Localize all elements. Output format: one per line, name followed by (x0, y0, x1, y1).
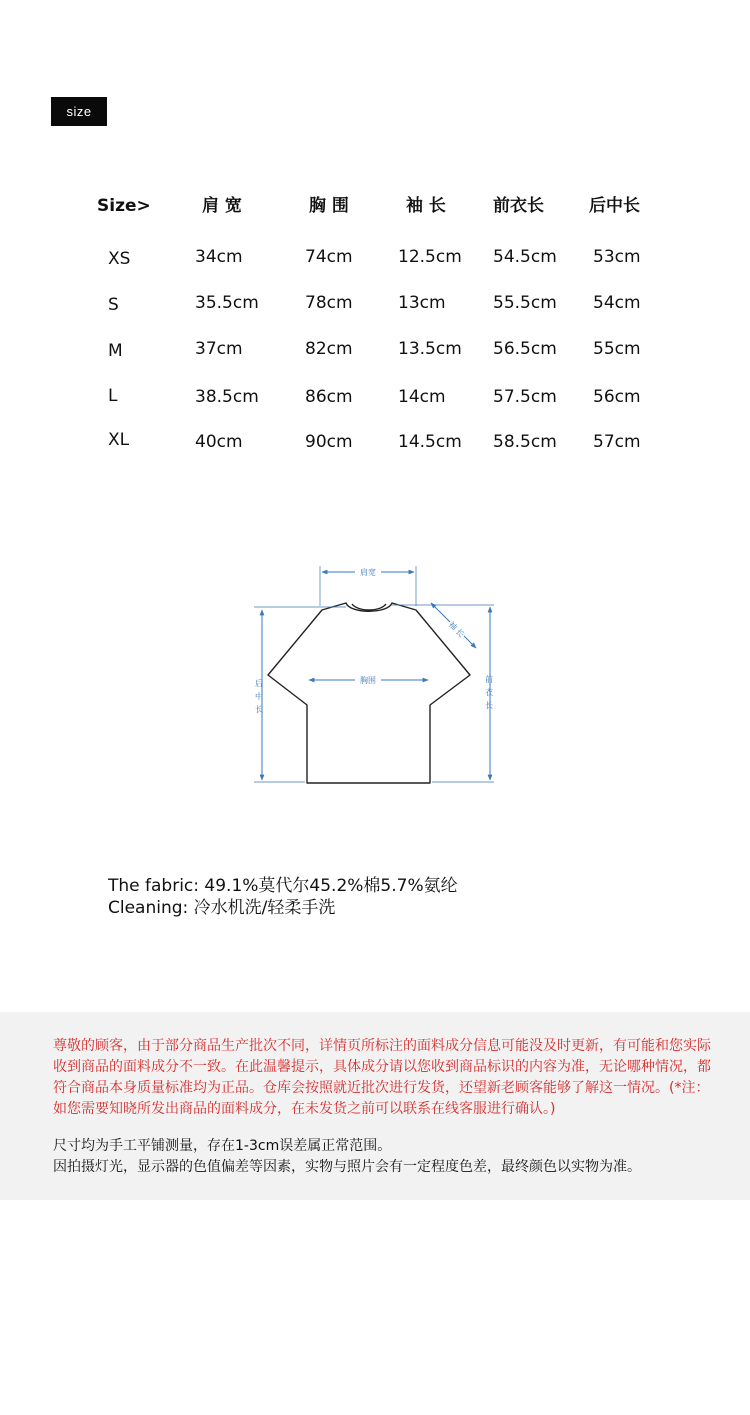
shoulder-value: 35.5cm (195, 293, 259, 313)
header-front-length: 前衣长 (493, 196, 544, 216)
front-length-value: 55.5cm (493, 293, 557, 313)
back-length-label-char: 中 (255, 692, 263, 701)
back-length-value: 57cm (593, 432, 641, 452)
header-chest: 胸 围 (309, 196, 349, 216)
shoulder-label: 肩宽 (360, 568, 376, 577)
chest-label: 胸围 (360, 676, 376, 685)
shoulder-value: 40cm (195, 432, 243, 452)
size-label: XL (108, 430, 130, 450)
front-length-value: 54.5cm (493, 247, 557, 267)
back-length-value: 54cm (593, 293, 641, 313)
size-label: XS (108, 249, 131, 269)
back-length-value: 56cm (593, 387, 641, 407)
header-sleeve: 袖 长 (406, 196, 446, 216)
shoulder-value: 37cm (195, 339, 243, 359)
sleeve-value: 14cm (398, 387, 446, 407)
back-length-value: 53cm (593, 247, 641, 267)
chest-value: 90cm (305, 432, 353, 452)
header-back-length: 后中长 (589, 196, 640, 216)
sleeve-label-char: 袖 (446, 620, 459, 633)
front-length-label-char: 衣 (485, 688, 493, 697)
notice-red-text: 尊敬的顾客，由于部分商品生产批次不同，详情页所标注的面料成分信息可能没及时更新，有可能和您实际收到商品的面料成分不一致。在此温馨提示，具体成分请以您收到商品标识的内容为准，无论哪种情况，都符合商品本身质量标准均为正品。仓库会按照就近批次进行发货，还望新老顾客能够了解这一情况。(*注：如您需要知晓所发出商品的面料成分，在未发货之前可以联系在线客服进行确认。) (53, 1038, 711, 1117)
back-length-value: 55cm (593, 339, 641, 359)
front-length-label-char: 长 (485, 701, 493, 710)
measurement-note: 尺寸均为手工平铺测量，存在1-3cm误差属正常范围。 (53, 1138, 392, 1154)
front-length-label-char: 前 (485, 675, 493, 684)
sleeve-value: 14.5cm (398, 432, 462, 452)
back-length-label-char: 后 (255, 679, 263, 688)
size-tag: size (51, 97, 107, 126)
sleeve-value: 13.5cm (398, 339, 462, 359)
tshirt-outline (268, 603, 470, 783)
sleeve-label-char: 长 (453, 627, 466, 640)
fabric-composition: The fabric: 49.1%莫代尔45.2%棉5.7%氨纶 (108, 876, 458, 896)
sleeve-value: 12.5cm (398, 247, 462, 267)
size-label: L (108, 386, 118, 406)
chest-value: 86cm (305, 387, 353, 407)
fabric-info (108, 875, 458, 919)
size-label: M (108, 341, 123, 361)
header-shoulder: 肩 宽 (202, 196, 242, 216)
chest-value: 74cm (305, 247, 353, 267)
front-length-value: 56.5cm (493, 339, 557, 359)
chest-value: 78cm (305, 293, 353, 313)
back-length-label-char: 长 (255, 705, 263, 714)
tshirt-measurement-diagram (240, 560, 510, 800)
notice-panel (0, 1012, 750, 1200)
cleaning-instructions: Cleaning: 冷水机洗/轻柔手洗 (108, 898, 336, 918)
front-length-value: 58.5cm (493, 432, 557, 452)
shoulder-value: 38.5cm (195, 387, 259, 407)
shoulder-value: 34cm (195, 247, 243, 267)
sleeve-value: 13cm (398, 293, 446, 313)
color-note: 因拍摄灯光，显示器的色值偏差等因素，实物与照片会有一定程度色差，最终颜色以实物为准。 (53, 1159, 641, 1175)
size-label: S (108, 295, 119, 315)
front-length-value: 57.5cm (493, 387, 557, 407)
header-size: Size> (97, 196, 151, 216)
chest-value: 82cm (305, 339, 353, 359)
